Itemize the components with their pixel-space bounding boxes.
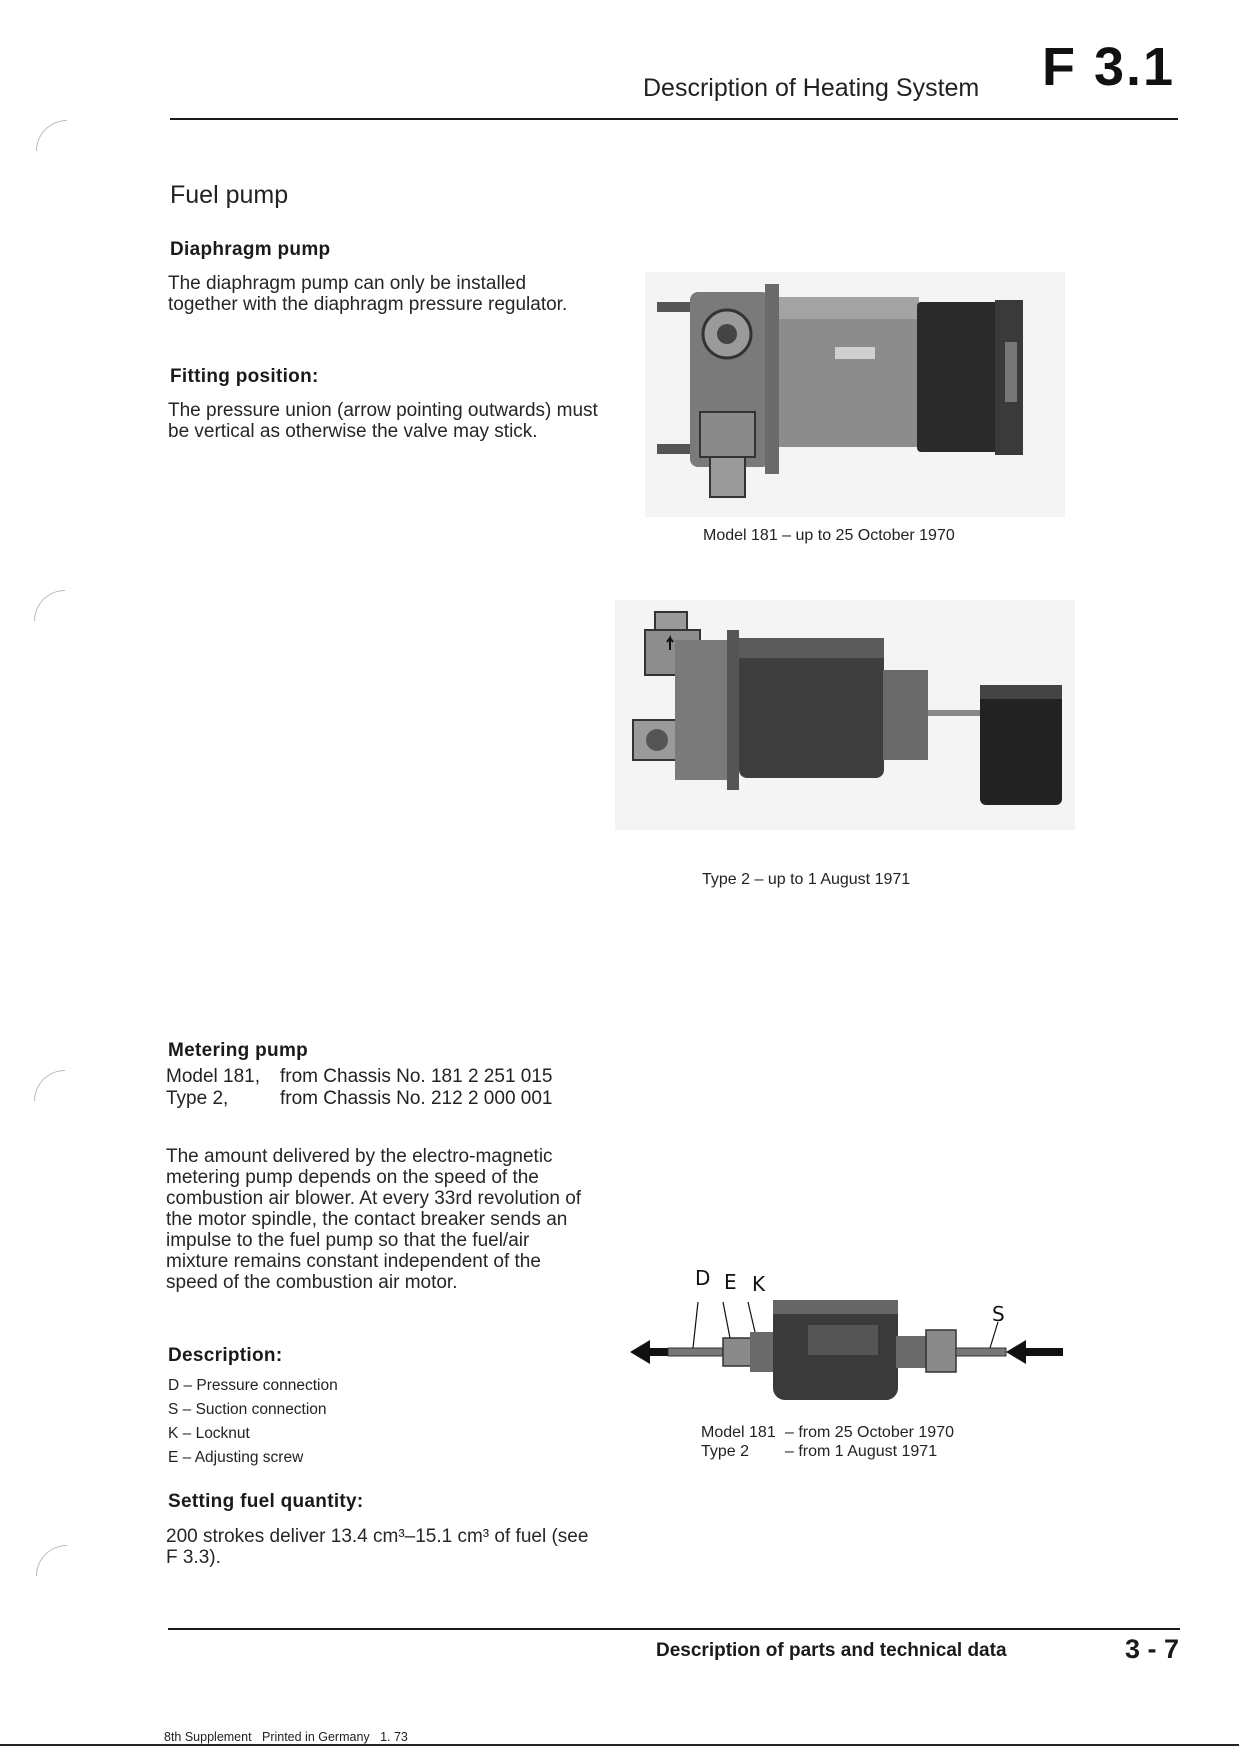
footer-label: Description of parts and technical data: [656, 1640, 1007, 1661]
description-heading: Description:: [168, 1345, 283, 1366]
caption-model: Model 181: [701, 1424, 776, 1441]
page-number: 3 - 7: [1125, 1634, 1180, 1664]
figure-caption: Model 181 – up to 25 October 1970: [703, 527, 955, 544]
chassis-number: from Chassis No. 212 2 000 001: [280, 1088, 553, 1109]
list-item: E – Adjusting screw: [168, 1449, 304, 1466]
setting-heading: Setting fuel quantity:: [168, 1491, 364, 1512]
fitting-heading: Fitting position:: [170, 366, 319, 387]
label-d: D: [695, 1266, 711, 1290]
figure-caption: Type 2 – up to 1 August 1971: [702, 871, 911, 888]
setting-text: 200 strokes deliver 13.4 cm³–15.1 cm³ of fuel (see F 3.3).: [166, 1526, 589, 1568]
chassis-model: Model 181,: [166, 1066, 261, 1087]
header-rule: [170, 118, 1178, 120]
label-k: K: [752, 1272, 766, 1296]
chassis-row: [166, 1066, 553, 1088]
caption-date: – from 25 October 1970: [785, 1424, 954, 1441]
description-list: [168, 1374, 338, 1470]
section-code: F 3.1: [1042, 37, 1176, 97]
chassis-number: from Chassis No. 181 2 251 015: [280, 1066, 553, 1087]
imprint: 8th Supplement Printed in Germany 1. 73: [164, 1730, 408, 1744]
page-header-title: Description of Heating System: [643, 74, 980, 102]
label-e: E: [724, 1270, 737, 1294]
caption-model: Type 2: [701, 1443, 750, 1460]
chassis-model: Type 2,: [166, 1088, 229, 1109]
diaphragm-pump-photo-model-181: [645, 272, 1065, 517]
list-item: D – Pressure connection: [168, 1377, 338, 1394]
margin-mark: [36, 1545, 67, 1576]
margin-mark: [34, 1070, 65, 1101]
fuel-pump-photo-type-2: [615, 600, 1075, 830]
diaphragm-heading: Diaphragm pump: [170, 239, 331, 260]
metering-pump-heading: Metering pump: [168, 1040, 309, 1061]
list-item: K – Locknut: [168, 1425, 250, 1442]
margin-mark: [36, 120, 67, 151]
section-title: Fuel pump: [170, 181, 289, 209]
metering-pump-photo: [628, 1270, 1073, 1410]
metering-pump-text: The amount delivered by the electro-magnetic metering pump depends on the speed of the combustion air blower. At every 33rd revolution of the motor spindle, the contact breaker sends an impulse to the fuel pump so that the fuel/air mixture remains constant independent of the speed of the combustion air motor.: [166, 1146, 582, 1293]
chassis-row: [166, 1088, 553, 1110]
caption-date: – from 1 August 1971: [785, 1443, 938, 1460]
page-edge-line: [0, 1744, 1239, 1746]
margin-mark: [34, 590, 65, 621]
figure-caption: [701, 1424, 954, 1442]
label-s: S: [992, 1302, 1005, 1326]
list-item: S – Suction connection: [168, 1401, 327, 1418]
footer-rule: [168, 1628, 1180, 1630]
figure-caption: [701, 1443, 937, 1461]
fitting-text: The pressure union (arrow pointing outwards) must be vertical as otherwise the valve may stick.: [168, 400, 598, 442]
diaphragm-text: The diaphragm pump can only be installed together with the diaphragm pressure regulator.: [168, 273, 568, 315]
